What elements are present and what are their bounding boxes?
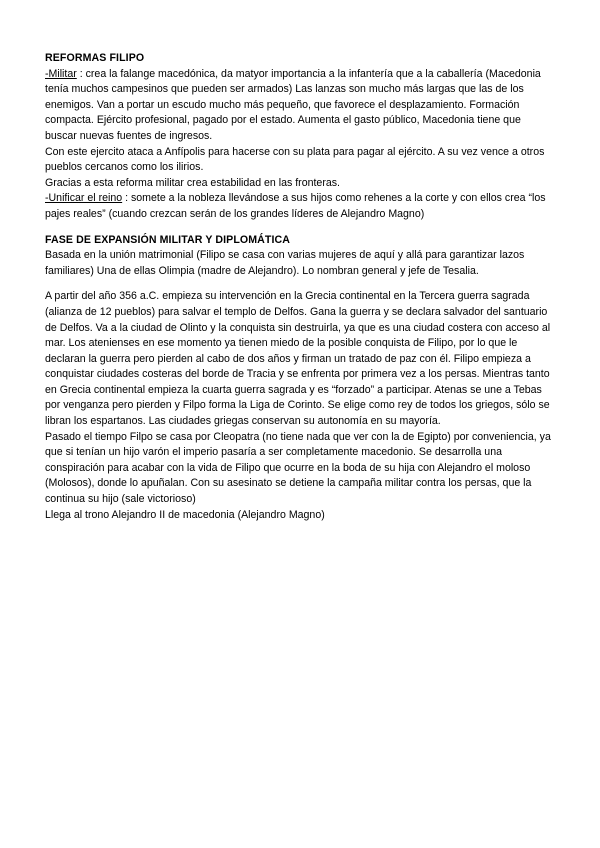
paragraph-matrimonial: Basada en la unión matrimonial (Filipo se casa con varias mujeres de aquí y allá para garantizar lazos familiares) Una de ellas Olimpia (madre de Alejandro). Lo nombran general y jefe de Tesalia. — [45, 249, 525, 277]
spacer — [45, 223, 555, 233]
paragraph-estabilidad: Gracias a esta reforma militar crea estabilidad en las fronteras. — [45, 176, 340, 189]
label-unificar-reino: -Unificar el reino — [45, 192, 123, 205]
paragraph-grecia-continental: A partir del año 356 a.C. empieza su intervención en la Grecia continental en la Tercera guerra sagrada (alianza de 12 pueblos) para salvar el templo de Delfos. Gana la guerra y se declara salvador del santuario de Delfos. Va a la ciudad de Olinto y la conquista sin destruirla, ya que es una ciudad costera con acceso al mar. Los atenienses en ese momento ya tienen miedo de la posible conquista de Filipo, por lo que le declaran la guerra pero pierden al cabo de dos años y firman un tratado de paz con él. Filipo empieza a conquistar ciudades costeras del borde de Tracia y se enfrenta por primera vez a los persas. Mientras tanto en Grecia continental empieza la cuarta guerra sagrada y es “forzado” a participar. Atenas se une a Tebas por venganza pero pierden y Filpo forma la Liga de Corinto. Se elige como rey de todos los griegos, sólo se libran los espartanos. Las ciudades griegas conservan su autonomía en su mayoría. — [45, 290, 551, 428]
paragraph-unificar — [45, 191, 555, 222]
spacer — [45, 279, 555, 289]
heading-fase-expansion: FASE DE EXPANSIÓN MILITAR Y DIPLOMÁTICA — [45, 233, 291, 246]
paragraph-militar — [45, 67, 555, 145]
document-page — [45, 51, 555, 523]
paragraph-anfipolis: Con este ejercito ataca a Anfípolis para hacerse con su plata para pagar al ejército. A su vez vence a otros pueblos cercanos como los ilirios. — [45, 145, 545, 174]
paragraph-cleopatra: Pasado el tiempo Filpo se casa por Cleopatra (no tiene nada que ver con la de Egipto) por conveniencia, ya que si tenían un hijo varón el imperio pasaría a ser completamente macedonio. Se desarrolla una conspiración para acabar con la vida de Filipo que ocurre en la boda de su hija con Alejandro el moloso (Molosos), donde lo apuñalan. Con su asesinato se detiene la campaña militar contra los persas, que la continua su hijo (sale victorioso) — [45, 430, 551, 506]
label-militar: -Militar — [45, 67, 77, 80]
text-militar: : crea la falange macedónica, da matyor importancia a la infantería que a la caballería (Macedonia tenía muchos campesinos que pueden ser armados) Las lanzas son mucho más largas que las de los enemigos. Van a portar un escudo mucho más pequeño, que favorece el desplazamiento. Formación compacta. Ejército profesional, pagado por el estado. Aumenta el gasto público, Macedonia tiene que buscar nuevas fuentes de ingresos. — [45, 67, 541, 142]
heading-reformas-filipo: REFORMAS FILIPO — [45, 52, 145, 64]
text-unificar-reino: : somete a la nobleza llevándose a sus hijos como rehenes a la corte y con ellos crea “los pajes reales” (cuando crezcan serán de los grandes líderes de Alejandro Magno) — [45, 192, 546, 220]
paragraph-trono: Llega al trono Alejandro II de macedonia (Alejandro Magno) — [45, 508, 325, 521]
